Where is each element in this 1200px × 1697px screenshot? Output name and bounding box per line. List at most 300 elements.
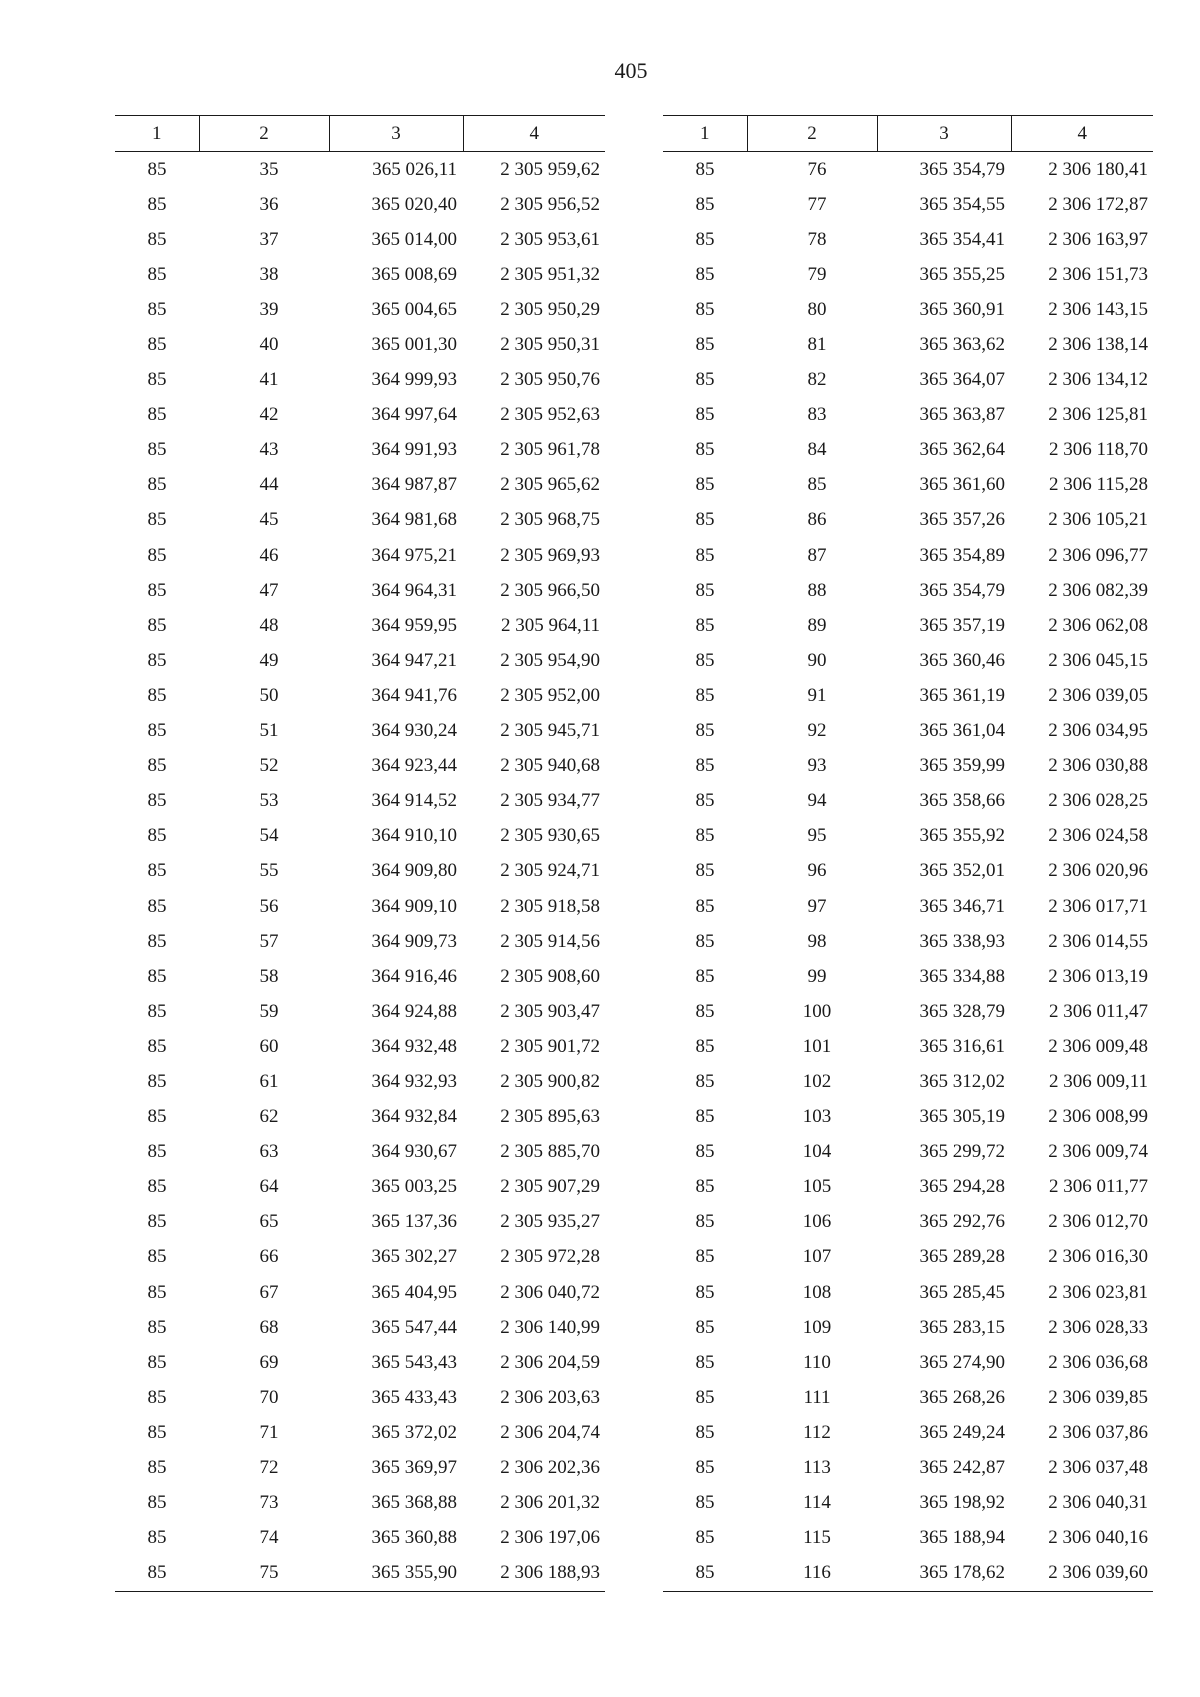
- cell-col-1: 85: [695, 439, 715, 461]
- cell-col-2: 89: [807, 614, 827, 636]
- table-row: [663, 924, 1153, 959]
- cell-col-4: 2 305 966,50: [500, 579, 600, 601]
- cell-col-1: 85: [147, 1070, 167, 1092]
- cell-col-4: 2 305 961,78: [500, 439, 600, 461]
- cell-col-1: 85: [663, 1556, 747, 1592]
- cell-col-2: 46: [259, 544, 279, 566]
- coordinates-table-left: [115, 115, 605, 1592]
- cell-col-2: 110: [803, 1351, 831, 1373]
- cell-col-2: 116: [747, 1556, 877, 1592]
- cell-col-2: 100: [802, 1000, 832, 1022]
- cell-col-3: 365 305,19: [919, 1106, 1005, 1128]
- cell-col-4: 2 305 924,71: [500, 860, 600, 882]
- cell-col-4: 2 306 040,16: [1048, 1527, 1148, 1549]
- cell-col-2: 76: [807, 158, 827, 180]
- table-row: [115, 994, 605, 1029]
- cell-col-1: 85: [147, 158, 167, 180]
- cell-col-4: 2 306 009,74: [1048, 1141, 1148, 1163]
- cell-col-3: 364 975,21: [371, 544, 457, 566]
- cell-col-3: 365 368,88: [371, 1492, 457, 1514]
- cell-col-1: 85: [695, 334, 715, 356]
- cell-col-2: 44: [259, 474, 279, 496]
- table-row: [663, 1345, 1153, 1380]
- cell-col-3: 364 981,68: [371, 509, 457, 531]
- cell-col-1: 85: [147, 193, 167, 215]
- cell-col-3: 365 543,43: [371, 1351, 457, 1373]
- cell-col-2: 104: [802, 1141, 832, 1163]
- column-header-2: 2: [199, 116, 329, 152]
- cell-col-1: 85: [695, 1176, 715, 1198]
- cell-col-1: 85: [695, 1527, 715, 1549]
- cell-col-1: 85: [695, 965, 715, 987]
- cell-col-1: 85: [695, 474, 715, 496]
- cell-col-3: 365 404,95: [371, 1281, 457, 1303]
- cell-col-3: 365 188,94: [919, 1527, 1005, 1549]
- cell-col-2: 81: [807, 334, 827, 356]
- cell-col-3: 364 909,80: [371, 860, 457, 882]
- cell-col-1: 85: [695, 895, 715, 917]
- cell-col-3: 364 947,21: [371, 649, 457, 671]
- cell-col-1: 85: [695, 1351, 715, 1373]
- cell-col-1: 85: [695, 1492, 715, 1514]
- table-row: [115, 538, 605, 573]
- cell-col-4: 2 306 011,77: [1048, 1176, 1148, 1198]
- cell-col-1: 85: [147, 1281, 167, 1303]
- cell-col-2: 57: [259, 930, 279, 952]
- table-row: [115, 468, 605, 503]
- column-header-4: 4: [463, 116, 605, 152]
- column-header-3: 3: [329, 116, 463, 152]
- cell-col-2: 106: [802, 1211, 832, 1233]
- cell-col-3: 365 357,26: [919, 509, 1005, 531]
- cell-col-3: 364 923,44: [371, 755, 457, 777]
- cell-col-2: 71: [259, 1421, 279, 1443]
- table-row: [663, 1450, 1153, 1485]
- cell-col-2: 60: [259, 1035, 279, 1057]
- cell-col-1: 85: [147, 509, 167, 531]
- cell-col-4: 2 305 934,77: [500, 790, 600, 812]
- cell-col-3: 365 361,60: [919, 474, 1005, 496]
- cell-col-2: 72: [259, 1457, 279, 1479]
- table-row: [663, 959, 1153, 994]
- cell-col-2: 68: [259, 1316, 279, 1338]
- cell-col-3: 365 354,89: [919, 544, 1005, 566]
- cell-col-3: 364 932,48: [371, 1035, 457, 1057]
- cell-col-4: 2 305 940,68: [500, 755, 600, 777]
- cell-col-4: 2 306 039,60: [1011, 1556, 1153, 1592]
- table-row: [663, 1521, 1153, 1556]
- cell-col-3: 364 910,10: [371, 825, 457, 847]
- cell-col-3: 365 359,99: [919, 755, 1005, 777]
- table-row: [115, 222, 605, 257]
- cell-col-4: 2 305 885,70: [500, 1141, 600, 1163]
- cell-col-1: 85: [147, 1106, 167, 1128]
- table-row: [663, 1275, 1153, 1310]
- cell-col-1: 85: [695, 404, 715, 426]
- cell-col-3: 365 003,25: [371, 1176, 457, 1198]
- cell-col-3: 365 249,24: [919, 1421, 1005, 1443]
- cell-col-2: 38: [259, 263, 279, 285]
- cell-col-2: 91: [807, 684, 827, 706]
- cell-col-2: 111: [803, 1386, 831, 1408]
- cell-col-1: 85: [147, 1492, 167, 1514]
- cell-col-2: 79: [807, 263, 827, 285]
- cell-col-4: 2 305 918,58: [500, 895, 600, 917]
- table-row: [663, 398, 1153, 433]
- cell-col-3: 365 316,61: [919, 1035, 1005, 1057]
- cell-col-4: 2 305 907,29: [500, 1176, 600, 1198]
- cell-col-1: 85: [147, 439, 167, 461]
- cell-col-4: 2 305 901,72: [500, 1035, 600, 1057]
- cell-col-3: 365 360,88: [371, 1527, 457, 1549]
- cell-col-4: 2 306 040,31: [1048, 1492, 1148, 1514]
- cell-col-3: 364 987,87: [371, 474, 457, 496]
- cell-col-4: 2 306 125,81: [1048, 404, 1148, 426]
- table-row: [663, 363, 1153, 398]
- table-row: [115, 819, 605, 854]
- cell-col-2: 77: [807, 193, 827, 215]
- table-row: [663, 257, 1153, 292]
- cell-col-1: 85: [147, 1035, 167, 1057]
- cell-col-2: 37: [259, 228, 279, 250]
- cell-col-2: 95: [807, 825, 827, 847]
- cell-col-2: 87: [807, 544, 827, 566]
- cell-col-4: 2 306 204,74: [500, 1421, 600, 1443]
- cell-col-2: 80: [807, 298, 827, 320]
- cell-col-2: 54: [259, 825, 279, 847]
- cell-col-1: 85: [147, 649, 167, 671]
- cell-col-3: 365 363,87: [919, 404, 1005, 426]
- table-row: [663, 503, 1153, 538]
- table-row: [115, 714, 605, 749]
- cell-col-2: 102: [802, 1070, 832, 1092]
- cell-col-3: 365 137,36: [371, 1211, 457, 1233]
- cell-col-4: 2 305 908,60: [500, 965, 600, 987]
- cell-col-4: 2 305 930,65: [500, 825, 600, 847]
- cell-col-1: 85: [695, 860, 715, 882]
- cell-col-3: 364 924,88: [371, 1000, 457, 1022]
- cell-col-3: 364 930,24: [371, 720, 457, 742]
- cell-col-4: 2 306 014,55: [1048, 930, 1148, 952]
- cell-col-1: 85: [695, 649, 715, 671]
- cell-col-2: 43: [259, 439, 279, 461]
- cell-col-4: 2 306 028,33: [1048, 1316, 1148, 1338]
- cell-col-2: 48: [259, 614, 279, 636]
- cell-col-1: 85: [695, 579, 715, 601]
- cell-col-3: 364 932,93: [371, 1070, 457, 1092]
- cell-col-3: 365 433,43: [371, 1386, 457, 1408]
- cell-col-3: 365 004,65: [371, 298, 457, 320]
- cell-col-1: 85: [695, 369, 715, 391]
- cell-col-4: 2 306 012,70: [1048, 1211, 1148, 1233]
- cell-col-3: 365 289,28: [919, 1246, 1005, 1268]
- cell-col-4: 2 306 151,73: [1048, 263, 1148, 285]
- cell-col-4: 2 305 935,27: [500, 1211, 600, 1233]
- table-row: [663, 1064, 1153, 1099]
- cell-col-1: 85: [695, 158, 715, 180]
- cell-col-3: 365 294,28: [919, 1176, 1005, 1198]
- cell-col-4: 2 305 953,61: [500, 228, 600, 250]
- cell-col-1: 85: [147, 474, 167, 496]
- table-row: [663, 749, 1153, 784]
- cell-col-3: 364 909,10: [371, 895, 457, 917]
- cell-col-1: 85: [695, 1457, 715, 1479]
- cell-col-3: 365 354,41: [919, 228, 1005, 250]
- cell-col-3: 364 999,93: [371, 369, 457, 391]
- cell-col-4: 2 305 952,63: [500, 404, 600, 426]
- table-row: [663, 889, 1153, 924]
- cell-col-1: 85: [147, 1176, 167, 1198]
- cell-col-4: 2 306 140,99: [500, 1316, 600, 1338]
- cell-col-3: 364 997,64: [371, 404, 457, 426]
- cell-col-4: 2 305 965,62: [500, 474, 600, 496]
- table-row: [115, 1486, 605, 1521]
- cell-col-1: 85: [147, 895, 167, 917]
- cell-col-3: 365 355,90: [329, 1556, 463, 1592]
- table-row: [663, 433, 1153, 468]
- table-row: [663, 714, 1153, 749]
- cell-col-4: 2 306 062,08: [1048, 614, 1148, 636]
- cell-col-2: 40: [259, 334, 279, 356]
- cell-col-4: 2 306 188,93: [463, 1556, 605, 1592]
- table-row: [663, 1205, 1153, 1240]
- table-row: [115, 1345, 605, 1380]
- cell-col-1: 85: [695, 825, 715, 847]
- cell-col-3: 365 292,76: [919, 1211, 1005, 1233]
- cell-col-1: 85: [695, 263, 715, 285]
- cell-col-4: 2 306 037,48: [1048, 1457, 1148, 1479]
- table-row: [663, 1556, 1153, 1592]
- cell-col-3: 365 268,26: [919, 1386, 1005, 1408]
- cell-col-1: 85: [147, 579, 167, 601]
- cell-col-4: 2 305 952,00: [500, 684, 600, 706]
- cell-col-1: 85: [147, 1211, 167, 1233]
- cell-col-2: 49: [259, 649, 279, 671]
- table-row: [663, 784, 1153, 819]
- cell-col-4: 2 306 008,99: [1048, 1106, 1148, 1128]
- cell-col-1: 85: [147, 298, 167, 320]
- table-row: [663, 468, 1153, 503]
- cell-col-4: 2 306 201,32: [500, 1492, 600, 1514]
- cell-col-3: 364 941,76: [371, 684, 457, 706]
- table-row: [115, 1170, 605, 1205]
- table-row: [115, 1380, 605, 1415]
- cell-col-3: 365 357,19: [919, 614, 1005, 636]
- cell-col-4: 2 305 954,90: [500, 649, 600, 671]
- cell-col-3: 365 001,30: [371, 334, 457, 356]
- table-row: [663, 1135, 1153, 1170]
- cell-col-2: 115: [803, 1527, 831, 1549]
- cell-col-3: 364 932,84: [371, 1106, 457, 1128]
- cell-col-2: 86: [807, 509, 827, 531]
- cell-col-3: 364 991,93: [371, 439, 457, 461]
- cell-col-1: 85: [147, 404, 167, 426]
- table-row: [115, 573, 605, 608]
- cell-col-3: 364 914,52: [371, 790, 457, 812]
- cell-col-3: 365 547,44: [371, 1316, 457, 1338]
- cell-col-4: 2 306 016,30: [1048, 1246, 1148, 1268]
- cell-col-3: 365 360,46: [919, 649, 1005, 671]
- cell-col-1: 85: [695, 930, 715, 952]
- cell-col-1: 85: [695, 1000, 715, 1022]
- cell-col-2: 94: [807, 790, 827, 812]
- cell-col-1: 85: [147, 1316, 167, 1338]
- cell-col-2: 85: [807, 474, 827, 496]
- cell-col-2: 75: [199, 1556, 329, 1592]
- table-row: [663, 327, 1153, 362]
- cell-col-2: 92: [807, 720, 827, 742]
- table-row: [115, 363, 605, 398]
- table-row: [663, 1415, 1153, 1450]
- cell-col-3: 365 302,27: [371, 1246, 457, 1268]
- cell-col-4: 2 305 956,52: [500, 193, 600, 215]
- cell-col-4: 2 306 040,72: [500, 1281, 600, 1303]
- cell-col-4: 2 306 134,12: [1048, 369, 1148, 391]
- table-row: [115, 1064, 605, 1099]
- cell-col-4: 2 306 105,21: [1048, 509, 1148, 531]
- cell-col-3: 365 285,45: [919, 1281, 1005, 1303]
- cell-col-3: 365 299,72: [919, 1141, 1005, 1163]
- cell-col-4: 2 305 914,56: [500, 930, 600, 952]
- cell-col-1: 85: [695, 720, 715, 742]
- table-row: [115, 398, 605, 433]
- cell-col-2: 103: [802, 1106, 832, 1128]
- cell-col-3: 365 372,02: [371, 1421, 457, 1443]
- cell-col-2: 50: [259, 684, 279, 706]
- cell-col-1: 85: [695, 544, 715, 566]
- table-row: [115, 187, 605, 222]
- cell-col-2: 99: [807, 965, 827, 987]
- cell-col-3: 365 354,55: [919, 193, 1005, 215]
- cell-col-1: 85: [147, 790, 167, 812]
- cell-col-2: 62: [259, 1106, 279, 1128]
- cell-col-2: 61: [259, 1070, 279, 1092]
- cell-col-1: 85: [147, 930, 167, 952]
- cell-col-3: 365 198,92: [919, 1492, 1005, 1514]
- cell-col-3: 365 354,79: [919, 158, 1005, 180]
- cell-col-4: 2 306 037,86: [1048, 1421, 1148, 1443]
- cell-col-2: 35: [259, 158, 279, 180]
- cell-col-2: 39: [259, 298, 279, 320]
- column-header-3: 3: [877, 116, 1011, 152]
- cell-col-4: 2 306 036,68: [1048, 1351, 1148, 1373]
- cell-col-3: 365 283,15: [919, 1316, 1005, 1338]
- cell-col-4: 2 306 030,88: [1048, 755, 1148, 777]
- cell-col-2: 78: [807, 228, 827, 250]
- table-header-row: [115, 116, 605, 152]
- table-row: [115, 889, 605, 924]
- table-row: [115, 1240, 605, 1275]
- table-row: [663, 1100, 1153, 1135]
- cell-col-4: 2 306 039,05: [1048, 684, 1148, 706]
- cell-col-1: 85: [695, 1316, 715, 1338]
- table-row: [115, 292, 605, 327]
- cell-col-1: 85: [695, 1211, 715, 1233]
- table-row: [115, 643, 605, 678]
- table-row: [115, 854, 605, 889]
- cell-col-4: 2 306 172,87: [1048, 193, 1148, 215]
- cell-col-3: 365 346,71: [919, 895, 1005, 917]
- table-row: [115, 1100, 605, 1135]
- column-header-1: 1: [115, 116, 199, 152]
- cell-col-4: 2 305 950,29: [500, 298, 600, 320]
- cell-col-2: 55: [259, 860, 279, 882]
- column-header-4: 4: [1011, 116, 1153, 152]
- cell-col-2: 109: [802, 1316, 832, 1338]
- cell-col-1: 85: [115, 1556, 199, 1592]
- cell-col-3: 364 930,67: [371, 1141, 457, 1163]
- cell-col-3: 365 361,19: [919, 684, 1005, 706]
- cell-col-4: 2 306 017,71: [1048, 895, 1148, 917]
- cell-col-3: 365 360,91: [919, 298, 1005, 320]
- cell-col-1: 85: [695, 509, 715, 531]
- table-row: [663, 152, 1153, 188]
- cell-col-1: 85: [147, 860, 167, 882]
- table-row: [115, 678, 605, 713]
- cell-col-4: 2 306 143,15: [1048, 298, 1148, 320]
- cell-col-1: 85: [695, 1421, 715, 1443]
- cell-col-4: 2 306 009,11: [1048, 1070, 1148, 1092]
- cell-col-3: 365 352,01: [919, 860, 1005, 882]
- cell-col-1: 85: [147, 755, 167, 777]
- cell-col-2: 82: [807, 369, 827, 391]
- cell-col-2: 96: [807, 860, 827, 882]
- cell-col-4: 2 306 118,70: [1048, 439, 1148, 461]
- cell-col-2: 53: [259, 790, 279, 812]
- cell-col-1: 85: [147, 544, 167, 566]
- table-row: [115, 784, 605, 819]
- table-header-row: [663, 116, 1153, 152]
- cell-col-3: 365 020,40: [371, 193, 457, 215]
- cell-col-4: 2 306 009,48: [1048, 1035, 1148, 1057]
- cell-col-4: 2 306 197,06: [500, 1527, 600, 1549]
- cell-col-2: 105: [802, 1176, 832, 1198]
- cell-col-4: 2 305 900,82: [500, 1070, 600, 1092]
- table-row: [663, 854, 1153, 889]
- cell-col-2: 58: [259, 965, 279, 987]
- cell-col-2: 113: [803, 1457, 831, 1479]
- cell-col-2: 52: [259, 755, 279, 777]
- cell-col-2: 69: [259, 1351, 279, 1373]
- cell-col-4: 2 306 013,19: [1048, 965, 1148, 987]
- cell-col-3: 365 338,93: [919, 930, 1005, 952]
- coordinates-table-right: [663, 115, 1153, 1592]
- cell-col-3: 365 008,69: [371, 263, 457, 285]
- cell-col-2: 114: [803, 1492, 831, 1514]
- cell-col-2: 73: [259, 1492, 279, 1514]
- cell-col-1: 85: [147, 720, 167, 742]
- cell-col-4: 2 305 950,31: [500, 334, 600, 356]
- cell-col-4: 2 305 951,32: [500, 263, 600, 285]
- cell-col-3: 365 334,88: [919, 965, 1005, 987]
- cell-col-4: 2 306 180,41: [1048, 158, 1148, 180]
- cell-col-4: 2 306 028,25: [1048, 790, 1148, 812]
- table-row: [663, 1240, 1153, 1275]
- table-row: [115, 608, 605, 643]
- cell-col-1: 85: [695, 298, 715, 320]
- cell-col-4: 2 305 964,11: [500, 614, 600, 636]
- cell-col-2: 107: [802, 1246, 832, 1268]
- cell-col-1: 85: [695, 614, 715, 636]
- table-row: [115, 1415, 605, 1450]
- cell-col-1: 85: [695, 790, 715, 812]
- cell-col-1: 85: [147, 1527, 167, 1549]
- cell-col-4: 2 305 969,93: [500, 544, 600, 566]
- table-row: [115, 327, 605, 362]
- cell-col-2: 67: [259, 1281, 279, 1303]
- cell-col-1: 85: [147, 684, 167, 706]
- cell-col-1: 85: [147, 1351, 167, 1373]
